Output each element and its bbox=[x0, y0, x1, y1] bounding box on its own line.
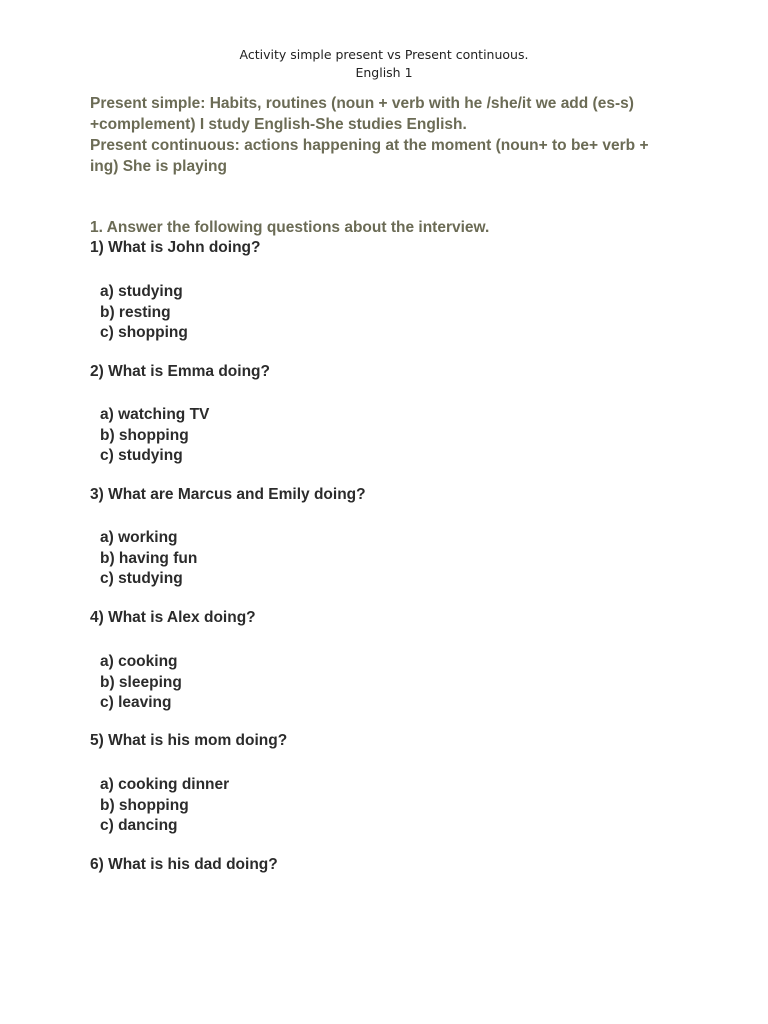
option-b[interactable]: b) resting bbox=[100, 303, 171, 321]
grammar-intro bbox=[90, 93, 680, 177]
present-continuous-rule: Present continuous: actions happening at the moment (noun+ to be+ verb + ing) She is playing bbox=[90, 137, 649, 175]
question-3: 3) What are Marcus and Emily doing? bbox=[90, 486, 366, 503]
question-5-options bbox=[100, 775, 229, 837]
question-2-options bbox=[100, 405, 209, 467]
option-b[interactable]: b) having fun bbox=[100, 549, 198, 567]
option-b[interactable]: b) sleeping bbox=[100, 673, 182, 691]
question-1: 1) What is John doing? bbox=[90, 239, 261, 256]
option-a[interactable]: a) cooking bbox=[100, 653, 178, 670]
option-c[interactable]: c) shopping bbox=[100, 324, 188, 342]
option-a[interactable]: a) watching TV bbox=[100, 406, 210, 423]
question-5: 5) What is his mom doing? bbox=[90, 732, 288, 749]
present-simple-rule: Present simple: Habits, routines (noun + verb with he /she/it we add (es-s) +complement) I study English-She studies English. bbox=[90, 95, 634, 133]
option-c[interactable]: c) leaving bbox=[100, 694, 172, 712]
option-c[interactable]: c) dancing bbox=[100, 817, 178, 835]
option-b[interactable]: b) shopping bbox=[100, 796, 189, 814]
document-subtitle: English 1 bbox=[355, 65, 413, 80]
document-title: Activity simple present vs Present continuous. bbox=[239, 47, 529, 62]
question-1-options bbox=[100, 282, 188, 344]
option-a[interactable]: a) working bbox=[100, 529, 178, 546]
activity-heading: 1. Answer the following questions about the interview. bbox=[90, 219, 490, 236]
question-4-options bbox=[100, 652, 182, 714]
question-6: 6) What is his dad doing? bbox=[90, 856, 278, 873]
option-a[interactable]: a) cooking dinner bbox=[100, 776, 230, 793]
option-b[interactable]: b) shopping bbox=[100, 426, 189, 444]
question-4: 4) What is Alex doing? bbox=[90, 609, 256, 626]
question-3-options bbox=[100, 528, 197, 590]
option-a[interactable]: a) studying bbox=[100, 283, 183, 300]
option-c[interactable]: c) studying bbox=[100, 447, 183, 465]
option-c[interactable]: c) studying bbox=[100, 570, 183, 588]
question-2: 2) What is Emma doing? bbox=[90, 363, 270, 380]
